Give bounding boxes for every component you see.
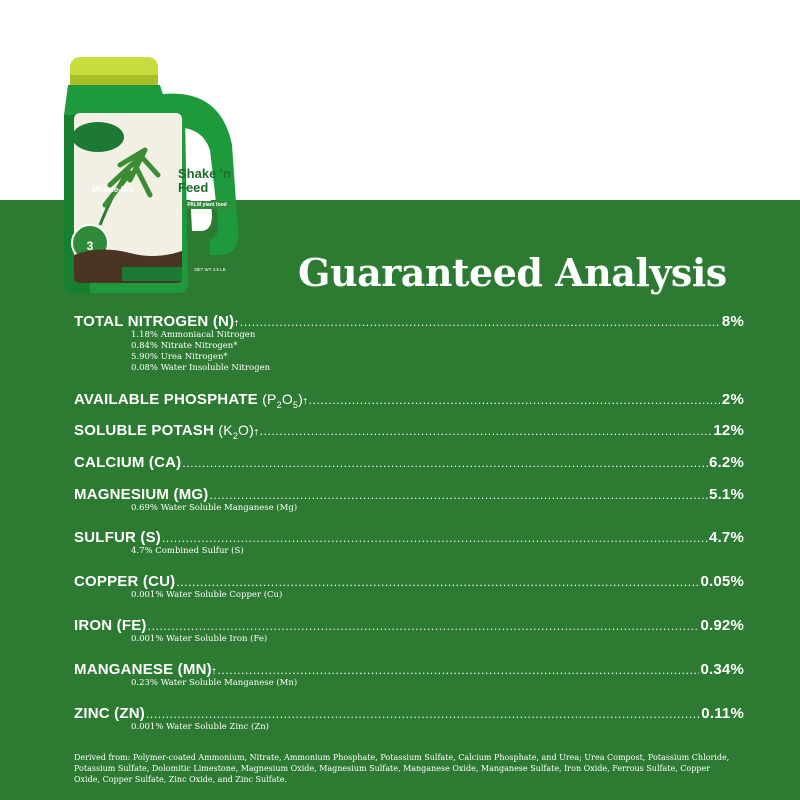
- nutrient-value: 4.7%: [709, 529, 744, 546]
- nutrient-value: 5.1%: [709, 486, 744, 503]
- nutrient-row-available-phosphate: [74, 391, 744, 410]
- nutrient-row-magnesium: [74, 486, 744, 514]
- nutrient-detail: 4.7% Combined Sulfur (S): [131, 546, 244, 556]
- nutrient-name: MAGNESIUM (MG): [74, 486, 209, 503]
- nutrient-row-sulfur: [74, 529, 744, 557]
- nutrient-row-zinc: [74, 705, 744, 733]
- nutrient-name: CALCIUM (CA): [74, 454, 182, 471]
- nutrient-value: 6.2%: [709, 454, 744, 471]
- nutrient-row-calcium: [74, 454, 744, 471]
- chemical-formula: $(K_2O)$: [218, 422, 254, 441]
- nutrient-detail: 0.69% Water Soluble Manganese (Mg): [131, 503, 298, 513]
- nutrient-detail: 5.90% Urea Nitrogen*: [131, 352, 228, 362]
- product-name: Shake 'n Feed: [178, 166, 231, 195]
- product-image: [60, 55, 250, 295]
- dot-leader: [260, 424, 713, 438]
- nutrient-name: AVAILABLE PHOSPHATE: [74, 391, 258, 408]
- dot-leader: [309, 393, 721, 407]
- nutrient-name: ZINC (ZN): [74, 705, 145, 722]
- nutrient-value: 0.11%: [701, 705, 744, 722]
- page-title: Guaranteed Analysis: [298, 250, 727, 295]
- net-weight: NET WT 4.5 LB: [194, 267, 226, 272]
- dot-leader: [217, 663, 699, 677]
- brand-logo-text: Miracle-Gro: [91, 185, 135, 194]
- nutrient-row-iron: [74, 617, 744, 645]
- dot-leader: [146, 707, 700, 721]
- dot-leader: [176, 575, 699, 589]
- nutrient-detail: 0.08% Water Insoluble Nitrogen: [131, 363, 271, 373]
- dot-leader: [162, 531, 708, 545]
- dot-leader: [209, 488, 708, 502]
- derived-from-note: Derived from: Polymer-coated Ammonium, Nitrate, Ammonium Phosphate, Potassium Sulfate, Calcium Phosphate, and Urea; Urea Compost, Potassium Chloride, Potassium Sulfate, Dolomitic Limestone, Magnesium Oxide, Magnesium Sulfate, Manganese Oxide, Manganese Sulfate, Iron Oxide, Ferrous Sulfate, Copper Oxide, Copper Sulfate, Zinc Oxide, and Zinc Sulfate.: [74, 753, 730, 784]
- nutrient-name: IRON (FE): [74, 617, 147, 634]
- nutrient-row-copper: [74, 573, 744, 601]
- nutrient-detail: 0.84% Nitrate Nitrogen*: [131, 341, 238, 351]
- nutrient-value: 0.05%: [700, 573, 744, 590]
- nutrient-name: COPPER (CU): [74, 573, 176, 590]
- dagger-mark: †: [253, 428, 259, 437]
- nutrient-value: 8%: [721, 313, 744, 330]
- nutrient-name: SULFUR (S): [74, 529, 161, 546]
- dagger-mark: †: [211, 667, 217, 676]
- nutrient-detail: 0.001% Water Soluble Iron (Fe): [131, 634, 268, 644]
- nutrient-detail: 0.23% Water Soluble Manganese (Mn): [131, 678, 298, 688]
- dot-leader: [240, 315, 721, 329]
- dot-leader: [148, 619, 700, 633]
- nutrient-detail: 0.001% Water Soluble Copper (Cu): [131, 590, 283, 600]
- nutrient-name: SOLUBLE POTASH: [74, 422, 215, 439]
- nutrient-value: 0.92%: [700, 617, 744, 634]
- nutrient-row-total-nitrogen: [74, 313, 744, 374]
- nutrient-name: TOTAL NITROGEN (N): [74, 313, 235, 330]
- chemical-formula: $(P_2O_5)$: [262, 391, 303, 410]
- nutrient-value: 12%: [713, 422, 744, 439]
- nutrient-value: 2%: [721, 391, 744, 408]
- dagger-mark: †: [234, 319, 239, 328]
- badge-number: 3: [86, 239, 94, 253]
- nutrient-name: MANGANESE (MN): [74, 661, 212, 678]
- nutrient-row-manganese: [74, 661, 744, 689]
- dagger-mark: †: [303, 397, 308, 406]
- dot-leader: [182, 456, 708, 470]
- nutrient-value: 0.34%: [700, 661, 744, 678]
- nutrient-detail: 0.001% Water Soluble Zinc (Zn): [131, 722, 269, 732]
- nutrient-detail: 1.18% Ammoniacal Nitrogen: [131, 330, 256, 340]
- nutrient-row-soluble-potash: [74, 422, 744, 441]
- product-variant: PALM plant food: [182, 201, 232, 209]
